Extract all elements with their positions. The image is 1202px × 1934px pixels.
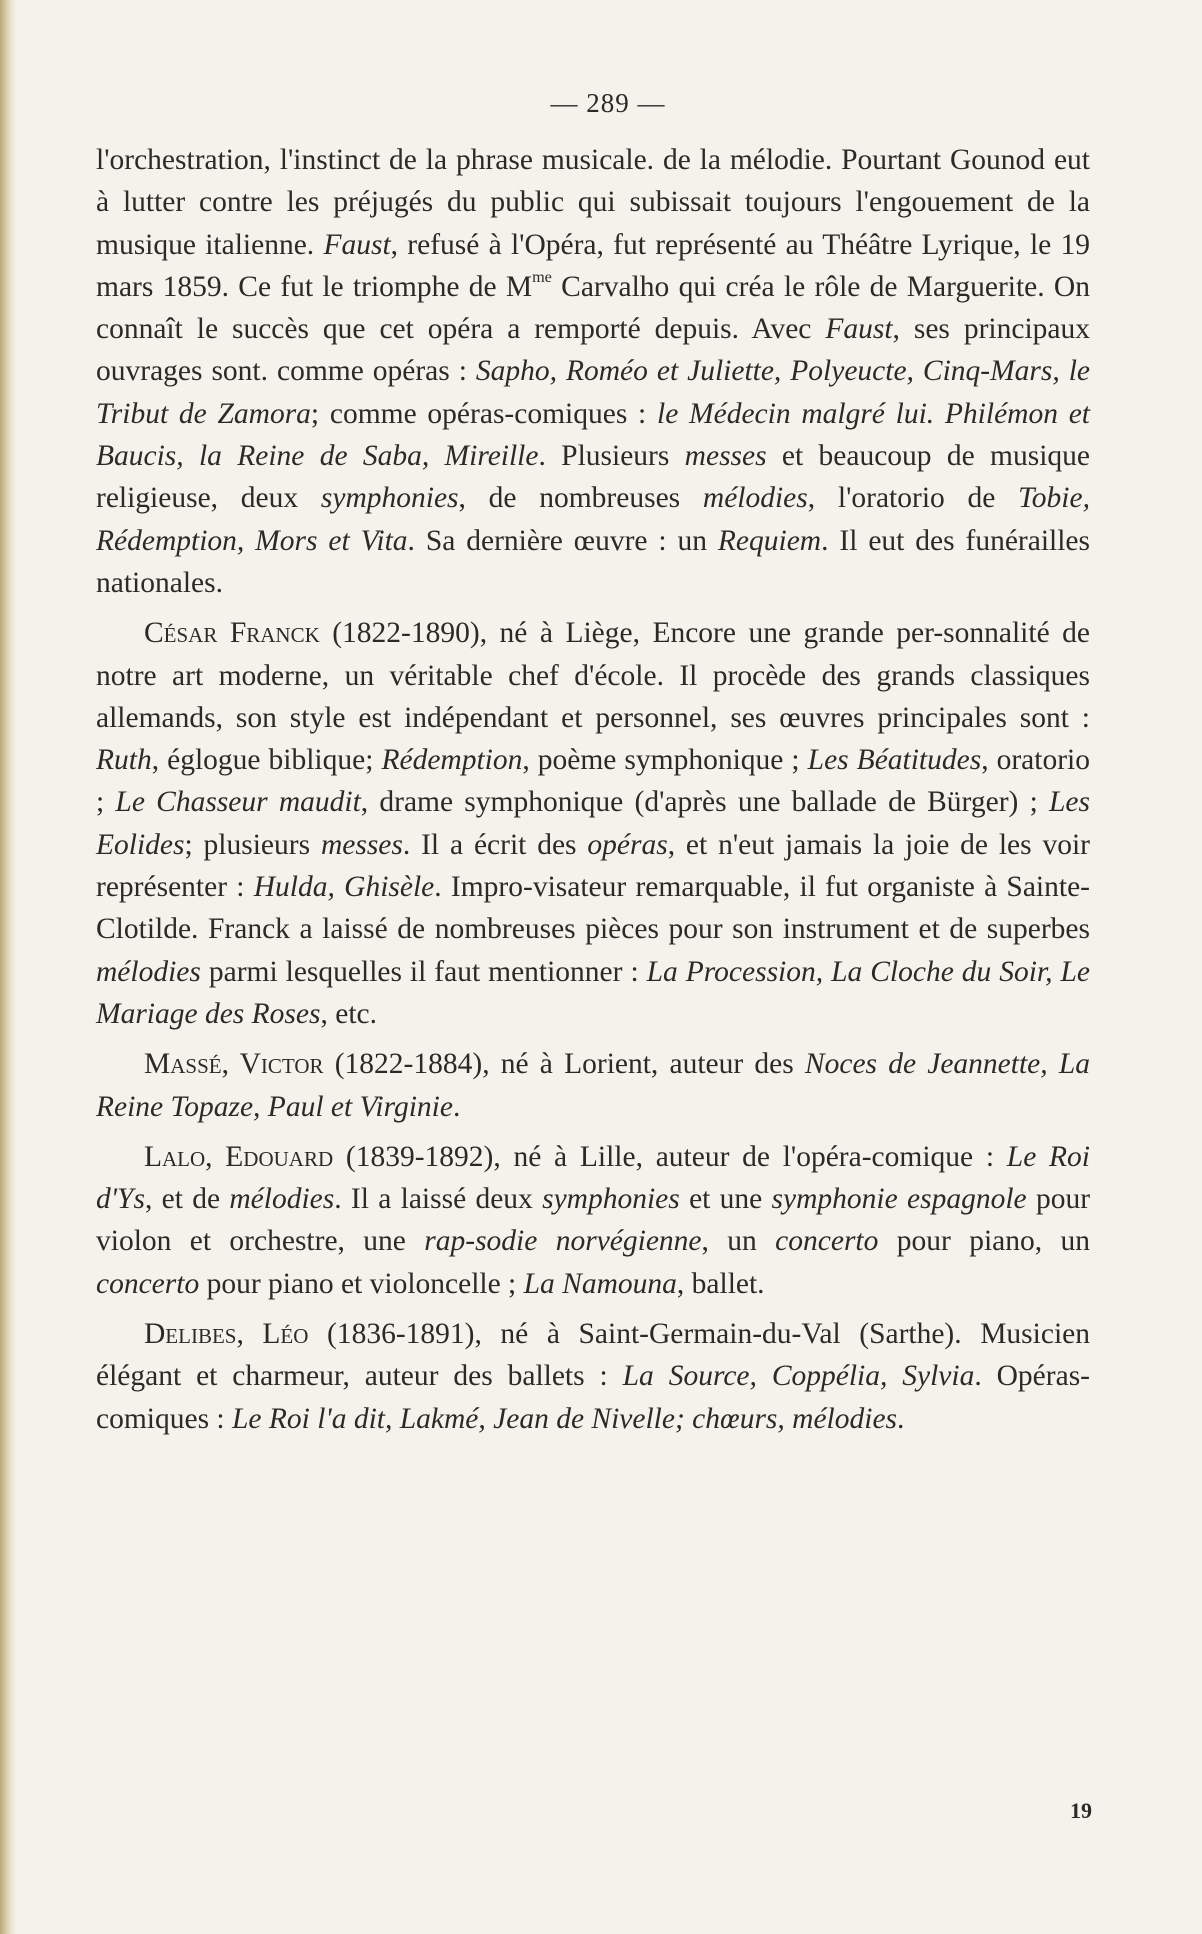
italic-title: rap-sodie norvégienne (424, 1225, 702, 1258)
text-run: , l'oratorio de (807, 482, 1019, 515)
text-run: ; plusieurs (184, 828, 321, 861)
text-run: (1822-1884), né à Lorient, auteur des (323, 1048, 805, 1081)
text-run: , églogue biblique; (151, 744, 382, 777)
italic-title: La Procession, La Cloche du Soir, Le Mariage des Roses (96, 955, 1090, 1030)
italic-title: symphonies (320, 482, 459, 515)
composer-name: Lalo, Edouard (144, 1140, 334, 1173)
text-run: et beaucoup de musique religieuse, deux (96, 440, 1090, 515)
text-run: . Sa dernière œuvre : un (407, 524, 718, 557)
paragraph-delibes-leo (96, 1313, 1090, 1440)
text-run: , et de (144, 1183, 230, 1216)
text-run: (1822-1890), né à Liège, Encore une grande per-sonnalité de notre art moderne, un véritable chef d'école. Il procède des grands classiques allemands, son style est indépendant et personnel, ses œuvres principales sont : (96, 617, 1090, 734)
composer-name: Massé, Victor (144, 1048, 324, 1081)
text-run: . Impro-visateur remarquable, il fut organiste à Sainte-Clotilde. Franck a laissé de nombreuses pièces pour son instrument et de superbes (96, 871, 1090, 946)
text-run: , un (701, 1225, 776, 1258)
italic-title: mélodies (702, 482, 808, 515)
text-run: , ballet. (676, 1267, 765, 1300)
italic-title: Requiem (717, 524, 822, 557)
italic-title: Sapho, Roméo et Juliette, Polyeucte, Cinq-Mars, le Tribut de Zamora (96, 355, 1091, 430)
italic-title: Les Eolides (96, 786, 1090, 861)
text-run: , ses principaux ouvrages sont. comme opéras : (96, 313, 1090, 388)
italic-title: Ruth (96, 744, 152, 777)
italic-title: Noces de Jeannette, La Reine Topaze, Paul et Virginie (96, 1048, 1090, 1123)
text-run: (1839-1892), né à Lille, auteur de l'opéra-comique : (333, 1140, 1007, 1173)
text-run: parmi lesquelles il faut mentionner : (200, 955, 647, 988)
italic-title: Hulda, Ghisèle (253, 871, 435, 904)
italic-title: concerto (775, 1225, 879, 1258)
paragraph-masse-victor (96, 1043, 1090, 1128)
text-run: l'orchestration, l'instinct de la phrase musicale. de la mélodie. Pourtant Gounod eut à lutter contre les préjugés du public qui subissait toujours l'engouement de la musique italienne. (96, 144, 1090, 261)
italic-title: mélodies (96, 955, 201, 988)
text-run: (1836-1891), né à Saint-Germain-du-Val (Sarthe). Musicien élégant et charmeur, auteur des ballets : (96, 1318, 1090, 1393)
text-run: pour piano, un (878, 1225, 1091, 1258)
text-run: , drame symphonique (d'après une ballade de Bürger) ; (360, 786, 1049, 819)
text-run: . (897, 1402, 905, 1435)
text-run: , et n'eut jamais la joie de les voir représenter : (96, 828, 1091, 904)
text-run: Carvalho qui créa le rôle de Marguerite. On connaît le succès que cet opéra a remporté depuis. Avec (96, 270, 1090, 346)
signature-mark: 19 (1070, 1798, 1092, 1823)
composer-name: César Franck (144, 617, 320, 650)
page-number: — 289 — (550, 88, 666, 118)
text-run: pour piano et violoncelle ; (199, 1267, 524, 1300)
italic-title: messes (684, 440, 767, 473)
italic-title: symphonies (542, 1183, 680, 1216)
text-run: , etc. (320, 997, 378, 1030)
italic-title: Tobie, Rédemption, Mors et Vita (96, 482, 1090, 557)
text-run: , de nombreuses (458, 482, 703, 515)
text-run: pour violon et orchestre, une (96, 1183, 1091, 1258)
italic-title: symphonie espagnole (771, 1183, 1027, 1216)
italic-title: La Namouna (523, 1267, 677, 1300)
text-run: . (452, 1090, 461, 1123)
text-run: , oratorio ; (96, 744, 1090, 819)
text-run: et une (679, 1183, 772, 1216)
italic-title: Les Béatitudes (807, 744, 982, 777)
text-run: . Il a écrit des (402, 828, 588, 861)
italic-title: Faust (323, 228, 391, 261)
paragraph-lalo-edouard (96, 1136, 1090, 1305)
superscript: me (532, 268, 552, 287)
paragraph-gounod (96, 139, 1090, 604)
composer-name: Delibes, Léo (144, 1318, 309, 1351)
text-run: . Opéras-comiques : (96, 1360, 1090, 1435)
text-run: . Il a laissé deux (334, 1183, 543, 1216)
text-run: , refusé à l'Opéra, fut représenté au Théâtre Lyrique, le 19 mars 1859. Ce fut le triomphe de M (96, 228, 1090, 303)
text-run: , poème symphonique ; (522, 744, 808, 777)
italic-title: messes (320, 828, 403, 861)
italic-title: mélodies (229, 1183, 335, 1216)
paragraph-cesar-franck (96, 612, 1090, 1035)
italic-title: Faust (825, 313, 893, 346)
italic-title: concerto (96, 1267, 200, 1300)
italic-title: opéras (587, 828, 668, 861)
italic-title: Le Roi d'Ys (96, 1140, 1090, 1216)
book-page (96, 88, 1090, 1440)
text-run: . Plusieurs (538, 440, 685, 473)
italic-title: La Source, Coppélia, Sylvia (622, 1360, 975, 1393)
page-binding-edge (0, 0, 16, 1934)
text-run: ; comme opéras-comiques : (310, 397, 657, 430)
text-run: . Il eut des funérailles nationales. (96, 524, 1090, 599)
italic-title: Le Chasseur maudit (115, 786, 361, 819)
italic-title: Le Roi l'a dit, Lakmé, Jean de Nivelle; chœurs, mélodies (232, 1402, 898, 1435)
italic-title: Rédemption (381, 744, 523, 777)
italic-title: le Médecin malgré lui. Philémon et Baucis, la Reine de Saba, Mireille (96, 397, 1090, 473)
